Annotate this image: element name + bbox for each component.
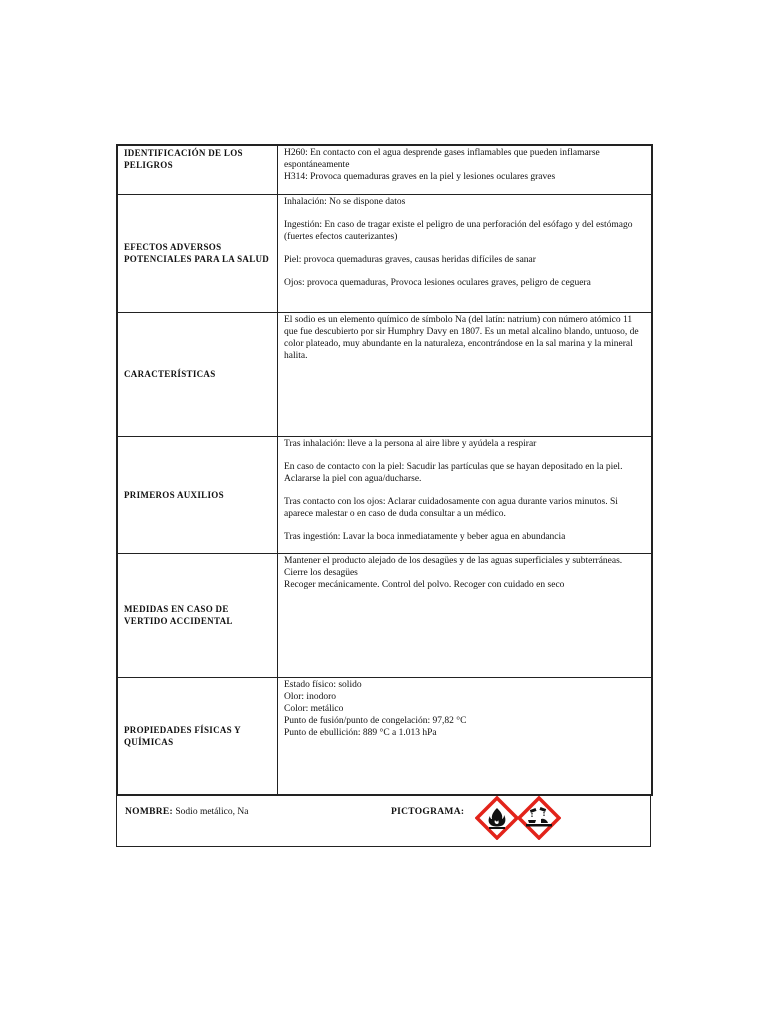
prop-melting-point: Punto de fusión/punto de congelación: 97,82 °C [284,716,467,726]
row-content-caracteristicas [278,313,652,437]
product-name [125,807,248,817]
row-content-primeros-auxilios [278,437,652,554]
safety-data-table [116,144,653,796]
hazard-h314: H314: Provoca quemaduras graves en la piel y lesiones oculares graves [284,172,556,182]
flame-icon [475,796,519,845]
prop-boiling-point: Punto de ebullición: 889 °C a 1.013 hPa [284,728,437,738]
row-label-identificacion: IDENTIFICACIÓN DE LOS PELIGROS [118,146,278,195]
aid-eyes: Tras contacto con los ojos: Aclarar cuidadosamente con agua durante varios minutos. Si aparece malestar o en caso de duda consultar a un médico. [284,497,618,519]
effect-ingestion: Ingestión: En caso de tragar existe el peligro de una perforación del esófago y del estómago (fuertes efectos cauterizantes) [284,220,633,242]
prop-state: Estado físico: solido [284,680,362,690]
row-label-primeros-auxilios: PRIMEROS AUXILIOS [118,437,278,554]
effect-skin: Piel: provoca quemaduras graves, causas heridas difíciles de sanar [284,255,536,265]
hazard-h260: H260: En contacto con el agua desprende gases inflamables que pueden inflamarse espontáneamente [284,148,600,170]
row-label-efectos: EFECTOS ADVERSOS POTENCIALES PARA LA SALUD [118,195,278,313]
table-row [118,146,652,195]
table-row [118,437,652,554]
characteristics-text: El sodio es un elemento químico de símbolo Na (del latín: natrium) con número atómico 11 que fue descubierto por sir Humphry Davy en 1807. Es un metal alcalino blando, untuoso, de color plateado, muy abundante en la naturaleza, encontrándose en la sal marina y la mineral halita. [284,315,639,361]
table-row [118,554,652,678]
effect-inhalation: Inhalación: No se dispone datos [284,197,406,207]
aid-ingestion: Tras ingestión: Lavar la boca inmediatamente y beber agua en abundancia [284,532,566,542]
spill-keep-away: Mantener el producto alejado de los desagües y de las aguas superficiales y subterráneas. [284,556,623,566]
prop-odor: Olor: inodoro [284,692,336,702]
name-value: Sodio metálico, Na [175,807,249,817]
pictogram-label: PICTOGRAMA: [391,807,465,817]
prop-color: Color: metálico [284,704,344,714]
name-label: NOMBRE: [125,807,174,817]
row-content-identificacion [278,146,652,195]
effect-eyes: Ojos: provoca quemaduras, Provoca lesiones oculares graves, peligro de ceguera [284,278,591,288]
row-label-caracteristicas: CARACTERÍSTICAS [118,313,278,437]
spill-close-drains: Cierre los desagües [284,568,358,578]
row-content-propiedades [278,678,652,795]
spill-collect: Recoger mecánicamente. Control del polvo. Recoger con cuidado en seco [284,580,565,590]
table-row [118,313,652,437]
corrosion-icon [517,796,561,845]
footer-row [116,794,651,847]
row-label-propiedades: PROPIEDADES FÍSICAS Y QUÍMICAS [118,678,278,795]
row-content-efectos [278,195,652,313]
row-content-vertido [278,554,652,678]
row-label-vertido: MEDIDAS EN CASO DE VERTIDO ACCIDENTAL [118,554,278,678]
table-row [118,678,652,795]
aid-inhalation: Tras inhalación: lleve a la persona al aire libre y ayúdela a respirar [284,439,537,449]
aid-skin: En caso de contacto con la piel: Sacudir las partículas que se hayan depositado en la piel. Aclararse la piel con agua/ducharse. [284,462,623,484]
table-row [118,195,652,313]
